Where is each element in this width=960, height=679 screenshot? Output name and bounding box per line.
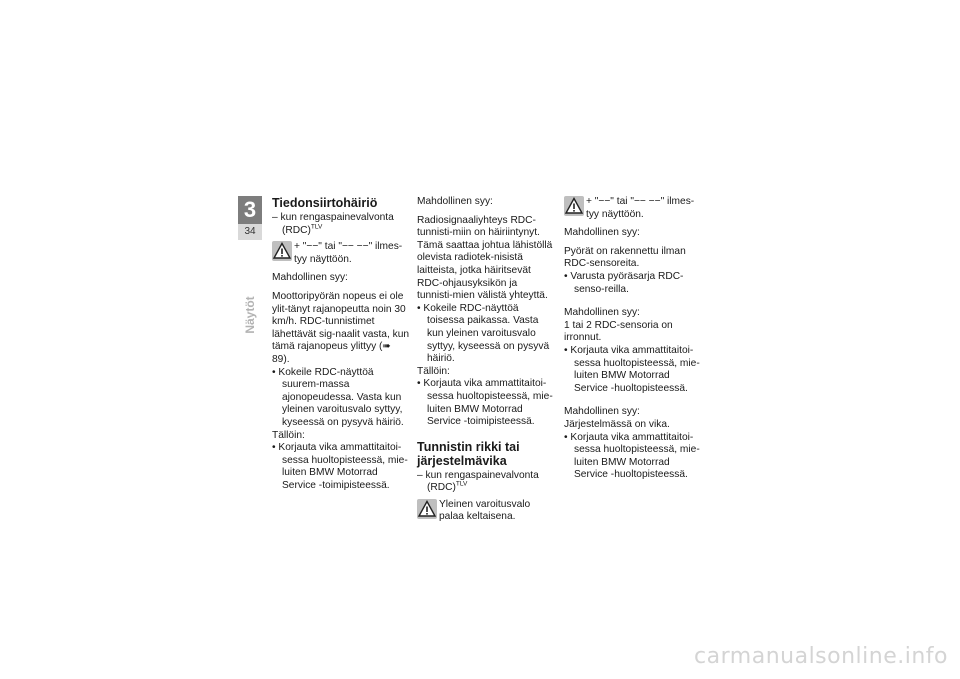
warning-block (564, 196, 702, 221)
column-2 (417, 196, 555, 524)
cause-body: 1 tai 2 RDC-sensoria on irronnut. (564, 319, 673, 344)
cause-body: Moottoripyörän nopeus ei ole ylit-tänyt rajanopeutta noin 30 km/h. RDC-tunnistimet lähettävät sig-naalit vasta, kun tämä rajanopeus ylittyy (➠ 89). (272, 290, 410, 365)
page-number: 34 (238, 224, 262, 240)
heading-sensor-fault: Tunnistin rikki tai järjestelmävika (417, 439, 520, 468)
column-1 (272, 196, 410, 492)
warning-text: Yleinen varoitusvalo palaa keltaisena. (439, 498, 531, 523)
column-3 (564, 196, 702, 482)
list-item: • Korjauta vika ammattitaitoi-sessa huoltopisteessä, mie-luiten BMW Motorrad Service -huoltopisteessä. (564, 345, 702, 395)
warning-text: + "−−" tai "−− −−" ilmes-tyy näyttöön. (294, 241, 403, 265)
cause-label: Mahdollinen syy: (564, 406, 640, 418)
condition-line: – kun rengaspainevalvonta (RDC)$^{TLV}$ (417, 470, 555, 495)
cause-body: Pyörät on rakennettu ilman RDC-sensoreita. (564, 245, 686, 270)
cause-label: Mahdollinen syy: (417, 196, 493, 207)
cause-label: Mahdollinen syy: (564, 307, 640, 319)
list-item: • Korjauta vika ammattitaitoi-sessa huoltopisteessä, mie-luiten BMW Motorrad Service -toimipisteessä. (417, 378, 555, 428)
then-label: Tällöin: (417, 365, 450, 377)
section-label: Näytöt (243, 296, 257, 334)
warning-triangle-icon (417, 499, 437, 519)
cause-label: Mahdollinen syy: (272, 272, 348, 284)
list-item: • Korjauta vika ammattitaitoi-sessa huoltopisteessä, mie-luiten BMW Motorrad Service -huoltopisteessä. (564, 432, 702, 482)
list-item: • Kokeile RDC-näyttöä toisessa paikassa. Vasta kun yleinen varoitusvalo syttyy, kyseessä on pysyvä häiriö. (417, 303, 555, 366)
list-item: • Kokeile RDC-näyttöä suurem-massa ajonopeudessa. Vasta kun yleinen varoitusvalo syttyy, kyseessä on pysyvä häiriö. (272, 367, 410, 430)
cause-body: Järjestelmässä on vika. (564, 418, 670, 430)
warning-triangle-icon (272, 241, 292, 261)
watermark: carmanualsonline.info (694, 644, 948, 669)
list-item: • Varusta pyöräsarja RDC-senso-reilla. (564, 271, 702, 296)
warning-block (272, 241, 410, 266)
warning-text: + "−−" tai "−− −−" ilmes-tyy näyttöön. (586, 196, 695, 220)
warning-block (417, 499, 555, 524)
cause-label: Mahdollinen syy: (564, 227, 640, 239)
chapter-number: 3 (238, 196, 262, 224)
cause-body: Radiosignaaliyhteys RDC-tunnisti-miin on häiriintynyt. Tämä saattaa johtua lähistöllä olevista radiotek-nisistä laitteista, jotka häiritsevät RDC-ohjausyksikön ja tunnisti-mien välistä yhteyttä. (417, 214, 553, 302)
warning-triangle-icon (564, 196, 584, 216)
heading-transmission-fault: Tiedonsiirtohäiriö (272, 196, 378, 210)
then-label: Tällöin: (272, 429, 305, 441)
condition-line: – kun rengaspainevalvonta (RDC)$^{TLV}$ (272, 212, 410, 237)
list-item: • Korjauta vika ammattitaitoi-sessa huoltopisteessä, mie-luiten BMW Motorrad Service -toimipisteessä. (272, 442, 410, 492)
